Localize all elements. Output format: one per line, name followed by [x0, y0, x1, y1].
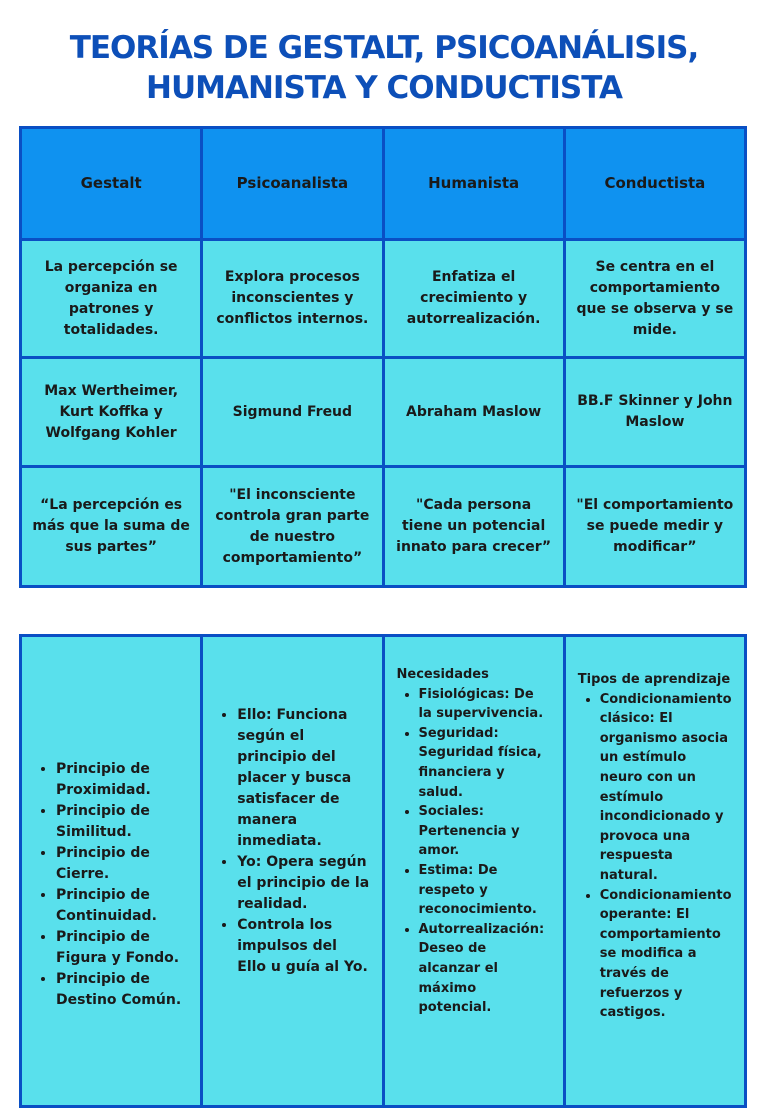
title-line-2: HUMANISTA Y CONDUCTISTA [146, 70, 622, 106]
header-humanista: Humanista [383, 128, 564, 240]
details-table [19, 634, 747, 1108]
table-cell: Sigmund Freud [202, 358, 383, 467]
list-item: • Autorrealización: Deseo de alcanzar el máximo potencial. [419, 920, 551, 1018]
list-item: • Principio de Similitud. [56, 801, 188, 843]
list-item: • Yo: Opera según el principio de la realidad. [237, 852, 369, 915]
table-row-definicion [21, 240, 746, 358]
list-item: • Principio de Cierre. [56, 843, 188, 885]
details-row [21, 636, 746, 1107]
page-title [0, 28, 768, 108]
list-item: • Ello: Funciona según el principio del placer y busca satisfacer de manera inmediata. [237, 705, 369, 852]
list-item: • Controla los impulsos del Ello u guía al Yo. [237, 915, 369, 978]
table-cell: Abraham Maslow [383, 358, 564, 467]
title-line-1: TEORÍAS DE GESTALT, PSICOANÁLISIS, [69, 30, 699, 66]
gestalt-principles-cell [21, 636, 202, 1107]
table-cell: "El comportamiento se puede medir y modificar” [564, 467, 745, 587]
psicoanalista-structure-list [215, 705, 369, 978]
conductista-learning-heading: Tipos de aprendizaje [577, 672, 731, 687]
humanista-needs-cell [383, 636, 564, 1107]
psicoanalista-structure-cell [202, 636, 383, 1107]
header-psicoanalista: Psicoanalista [202, 128, 383, 240]
humanista-needs-list [397, 685, 551, 1018]
humanista-needs-heading: Necesidades [396, 667, 489, 682]
gestalt-principles-list [34, 759, 188, 1011]
table-cell: “La percepción es más que la suma de sus partes” [21, 467, 202, 587]
table-cell: "Cada persona tiene un potencial innato para crecer” [383, 467, 564, 587]
list-item: • Sociales: Pertenencia y amor. [419, 802, 551, 861]
list-item: • Fisiológicas: De la supervivencia. [419, 685, 551, 724]
conductista-learning-cell [564, 636, 745, 1107]
table-cell: BB.F Skinner y John Maslow [564, 358, 745, 467]
list-item: • Principio de Figura y Fondo. [56, 927, 188, 969]
list-item: • Seguridad: Seguridad física, financiera y salud. [419, 724, 551, 802]
list-item: • Principio de Destino Común. [56, 969, 188, 1011]
list-item: • Estima: De respeto y reconocimiento. [419, 861, 551, 920]
header-conductista: Conductista [564, 128, 745, 240]
table-cell: La percepción se organiza en patrones y totalidades. [21, 240, 202, 358]
table-header-row [21, 128, 746, 240]
table-cell: Enfatiza el crecimiento y autorrealización. [383, 240, 564, 358]
conductista-learning-list [578, 690, 732, 1023]
comparison-table [19, 126, 747, 588]
list-item: • Principio de Proximidad. [56, 759, 188, 801]
table-cell: Se centra en el comportamiento que se observa y se mide. [564, 240, 745, 358]
table-cell: Max Wertheimer, Kurt Koffka y Wolfgang Kohler [21, 358, 202, 467]
table-row-frases [21, 467, 746, 587]
table-cell: Explora procesos inconscientes y conflictos internos. [202, 240, 383, 358]
table-row-autores [21, 358, 746, 467]
list-item: • Principio de Continuidad. [56, 885, 188, 927]
list-item: • Condicionamiento clásico: El organismo asocia un estímulo neuro con un estímulo incondicionado y provoca una respuesta natural. [600, 690, 732, 886]
list-item: • Condicionamiento operante: El comportamiento se modifica a través de refuerzos y castigos. [600, 886, 732, 1023]
table-cell: "El inconsciente controla gran parte de nuestro comportamiento” [202, 467, 383, 587]
header-gestalt: Gestalt [21, 128, 202, 240]
